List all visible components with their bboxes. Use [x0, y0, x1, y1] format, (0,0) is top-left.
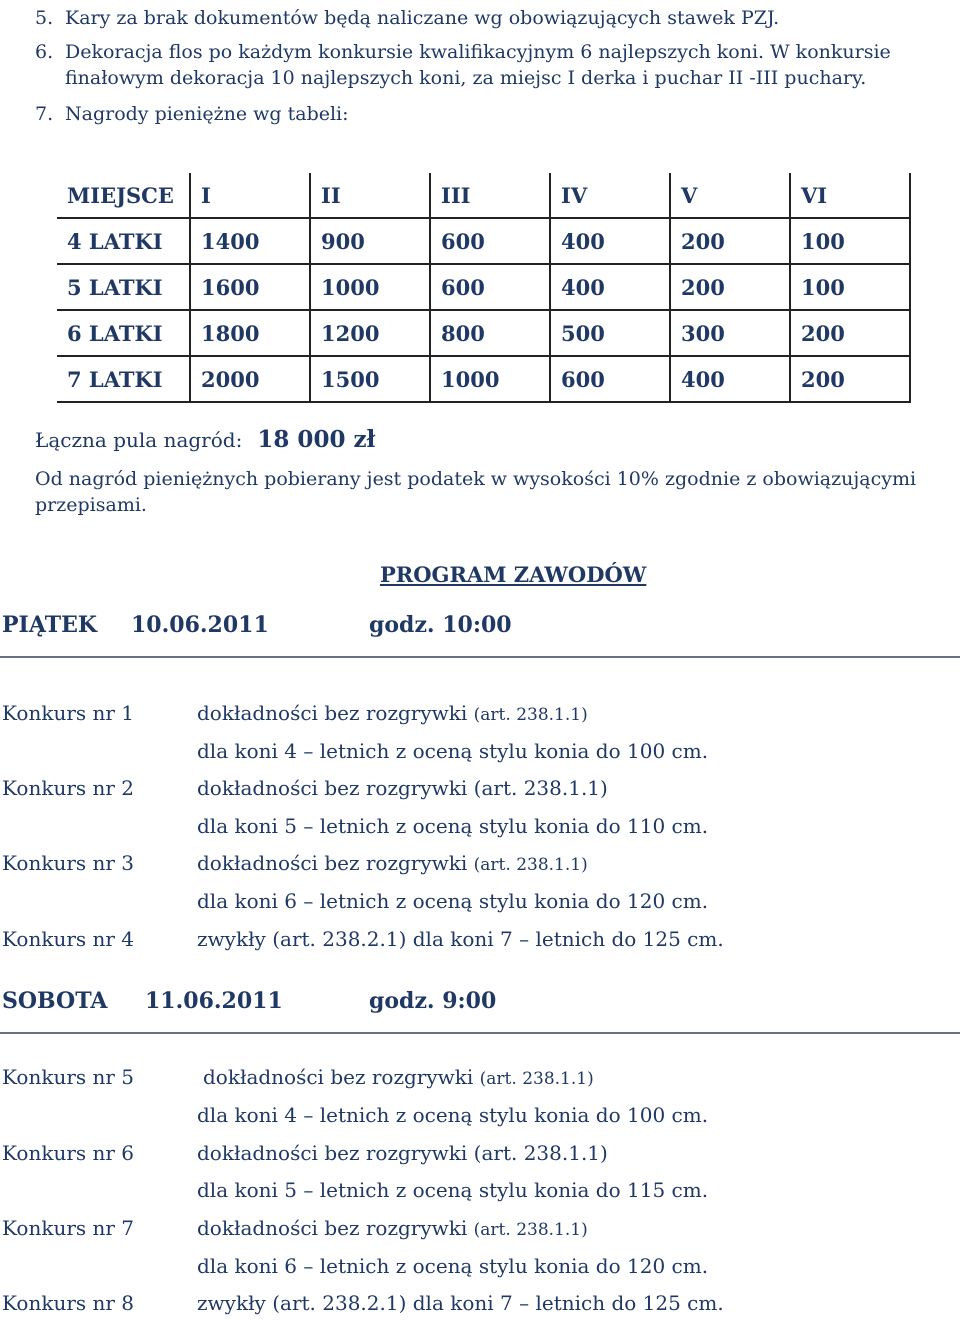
table-row [57, 310, 910, 356]
table-cell: 1500 [310, 356, 430, 402]
event-name: Konkurs nr 7 [2, 1216, 135, 1240]
table-cell: 600 [430, 264, 550, 310]
event-detail: dla koni 4 – letnich z oceną stylu konia do 100 cm. [197, 739, 709, 763]
event-description: dokładności bez rozgrywki (art. 238.1.1) [197, 1141, 608, 1165]
prize-pool [35, 426, 375, 453]
event-name: Konkurs nr 3 [2, 851, 135, 875]
event-detail: dla koni 5 – letnich z oceną stylu konia do 115 cm. [197, 1178, 709, 1202]
event-description: dokładności bez rozgrywki (art. 238.1.1) [197, 1216, 588, 1240]
table-cell: 7 LATKI [57, 356, 190, 402]
divider [0, 1032, 960, 1034]
table-cell: 100 [790, 218, 910, 264]
table-cell: 1200 [310, 310, 430, 356]
event-description: dokładności bez rozgrywki (art. 238.1.1) [197, 701, 588, 725]
table-row [57, 264, 910, 310]
table-header-cell: V [670, 173, 790, 218]
table-cell: 200 [670, 264, 790, 310]
table-cell: 2000 [190, 356, 310, 402]
table-header-cell: VI [790, 173, 910, 218]
divider [0, 656, 960, 658]
event-name: Konkurs nr 5 [2, 1065, 135, 1089]
table-header-cell: I [190, 173, 310, 218]
table-header-cell: III [430, 173, 550, 218]
table-cell: 1800 [190, 310, 310, 356]
day-name: PIĄTEK [2, 612, 97, 638]
prize-pool-value: 18 000 zł [257, 426, 376, 453]
event-description: zwykły (art. 238.2.1) dla koni 7 – letnich do 125 cm. [197, 927, 724, 951]
event-detail: dla koni 6 – letnich z oceną stylu konia do 120 cm. [197, 889, 709, 913]
prize-pool-label: Łączna pula nagród: [35, 428, 243, 452]
event-detail: dla koni 5 – letnich z oceną stylu konia do 110 cm. [197, 814, 709, 838]
event-name: Konkurs nr 4 [2, 927, 135, 951]
list-number: 7. [35, 103, 54, 125]
day-name: SOBOTA [2, 988, 108, 1014]
table-cell: 6 LATKI [57, 310, 190, 356]
event-description: dokładności bez rozgrywki (art. 238.1.1) [203, 1065, 594, 1089]
table-cell: 100 [790, 264, 910, 310]
table-cell: 400 [550, 218, 670, 264]
program-title: PROGRAM ZAWODÓW [380, 562, 647, 587]
table-row [57, 356, 910, 402]
event-detail: dla koni 4 – letnich z oceną stylu konia do 100 cm. [197, 1103, 709, 1127]
event-name: Konkurs nr 6 [2, 1141, 135, 1165]
table-cell: 1600 [190, 264, 310, 310]
table-cell: 600 [430, 218, 550, 264]
day-time: godz. 9:00 [369, 988, 497, 1014]
event-detail: dla koni 6 – letnich z oceną stylu konia do 120 cm. [197, 1254, 709, 1278]
table-cell: 1000 [310, 264, 430, 310]
table-cell: 200 [670, 218, 790, 264]
event-description: zwykły (art. 238.2.1) dla koni 7 – letnich do 125 cm. [197, 1291, 724, 1315]
event-description: dokładności bez rozgrywki (art. 238.1.1) [197, 776, 608, 800]
table-cell: 200 [790, 310, 910, 356]
event-name: Konkurs nr 1 [2, 701, 135, 725]
tax-note: Od nagród pieniężnych pobierany jest podatek w wysokości 10% zgodnie z obowiązującymi przepisami. [35, 468, 917, 516]
list-number: 5. [35, 7, 54, 29]
table-header-cell: IV [550, 173, 670, 218]
table-cell: 400 [670, 356, 790, 402]
table-cell: 600 [550, 356, 670, 402]
table-cell: 900 [310, 218, 430, 264]
day-date: 11.06.2011 [145, 988, 283, 1014]
event-name: Konkurs nr 8 [2, 1291, 135, 1315]
table-cell: 4 LATKI [57, 218, 190, 264]
table-header-cell: MIEJSCE [57, 173, 190, 218]
table-cell: 500 [550, 310, 670, 356]
day-date: 10.06.2011 [131, 612, 269, 638]
table-cell: 300 [670, 310, 790, 356]
event-description: dokładności bez rozgrywki (art. 238.1.1) [197, 851, 588, 875]
day-time: godz. 10:00 [369, 612, 512, 638]
table-cell: 1000 [430, 356, 550, 402]
table-cell: 800 [430, 310, 550, 356]
list-text: Kary za brak dokumentów będą naliczane wg obowiązujących stawek PZJ. [65, 7, 780, 29]
list-text: finałowym dekoracja 10 najlepszych koni, za miejsc I derka i puchar II -III puchary. [65, 67, 867, 89]
list-text: Dekoracja flos po każdym konkursie kwalifikacyjnym 6 najlepszych koni. W konkursie [65, 41, 891, 63]
table-cell: 200 [790, 356, 910, 402]
prize-table [57, 173, 911, 403]
list-number: 6. [35, 41, 54, 63]
table-cell: 400 [550, 264, 670, 310]
table-cell: 1400 [190, 218, 310, 264]
table-row [57, 218, 910, 264]
table-header-cell: II [310, 173, 430, 218]
list-text: Nagrody pieniężne wg tabeli: [65, 103, 349, 125]
event-name: Konkurs nr 2 [2, 776, 135, 800]
table-cell: 5 LATKI [57, 264, 190, 310]
table-header-row [57, 173, 910, 218]
